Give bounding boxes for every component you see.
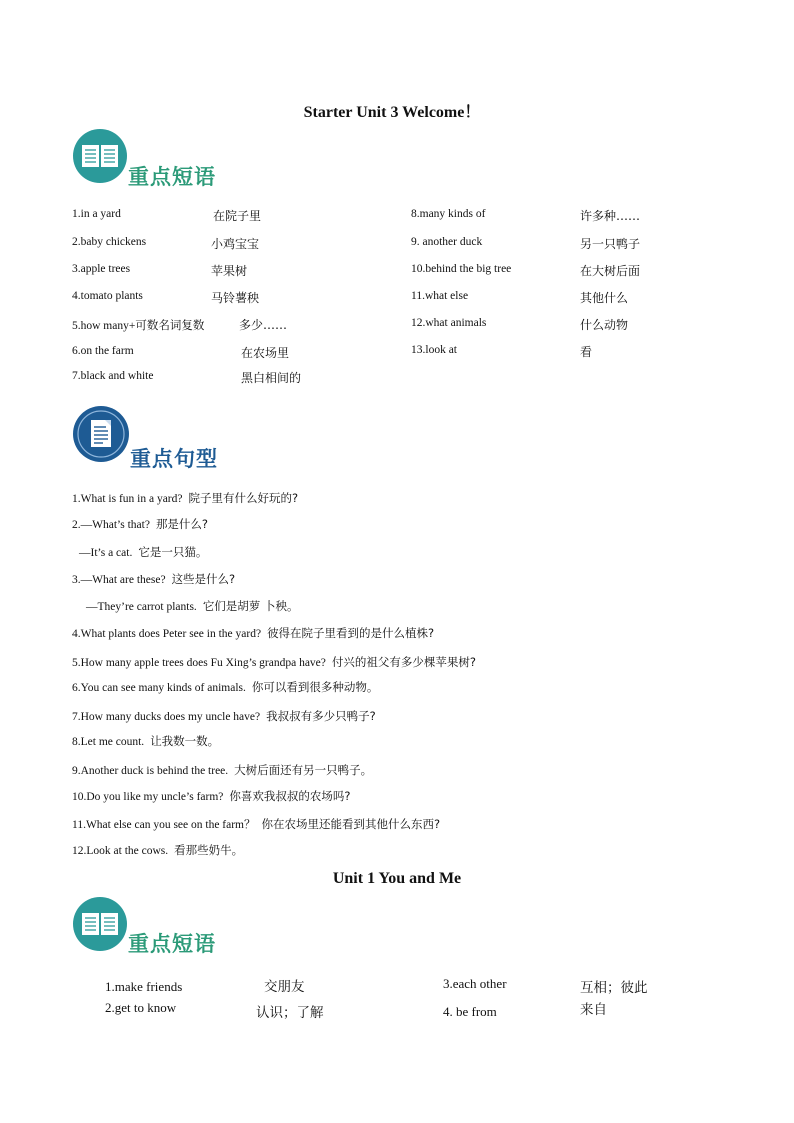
sentence-zh: 大树后面还有另一只鸭子。 (234, 763, 373, 777)
phrase-en: 9. another duck (411, 236, 483, 248)
phrases-section-header (72, 896, 232, 956)
sentence-en: 12.Look at the cows. (72, 845, 169, 857)
sentence-en: 4.What plants does Peter see in the yard? (72, 628, 262, 640)
sentence-en: 5.How many apple trees does Fu Xing’s grandpa have? (72, 657, 326, 669)
sentence-row (72, 733, 219, 749)
sentence-en: —They’re carrot plants. (86, 601, 197, 613)
sentence-en: 1.What is fun in a yard? (72, 493, 183, 505)
sentence-row (72, 788, 351, 804)
phrase-cn: 另一只鸭子 (580, 237, 641, 251)
sentence-zh: 你喜欢我叔叔的农场吗? (229, 789, 351, 803)
sentence-row (72, 516, 208, 532)
phrase-en: 3.each other (443, 976, 507, 991)
unit-title: Unit 1 You and Me (332, 870, 462, 887)
phrase-cn: 马铃薯秧 (211, 291, 260, 305)
sentence-row (86, 598, 298, 614)
open-book-icon (72, 896, 128, 952)
sentence-row (72, 762, 372, 778)
sentence-zh: 那是什么? (155, 517, 209, 531)
document-icon (72, 405, 130, 463)
phrase-cn: 来自 (580, 1002, 607, 1018)
phrase-cn: 苹果树 (211, 264, 248, 278)
phrase-cn: 什么动物 (580, 318, 629, 332)
phrase-cn: 在农场里 (241, 346, 290, 360)
sentence-zh: 付兴的祖父有多少棵苹果树? (331, 655, 477, 669)
phrase-en: 4. be from (443, 1004, 497, 1019)
sentence-en: 10.Do you like my uncle’s farm? (72, 791, 224, 803)
sentence-row (72, 490, 298, 506)
phrase-en: 1.make friends (105, 979, 183, 994)
phrase-en: 2.get to know (105, 1000, 177, 1015)
phrase-en: 8.many kinds of (411, 208, 486, 220)
phrase-cn: 其他什么 (580, 291, 629, 305)
phrase-en: 5.how many+可数名词复数 (72, 320, 205, 332)
phrase-en: 12.what animals (411, 317, 487, 329)
phrase-en: 4.tomato plants (72, 290, 143, 302)
sentence-en: 2.—What’s that? (72, 519, 150, 531)
sentence-en: 6.You can see many kinds of animals. (72, 682, 246, 694)
sentence-zh: 它是一只猫。 (138, 545, 208, 559)
phrase-cn: 多少…… (239, 318, 288, 332)
open-book-icon (72, 128, 128, 184)
sentence-en: 11.What else can you see on the farm？ (72, 819, 256, 831)
sentence-row (72, 679, 378, 695)
sentence-zh: 让我数一数。 (150, 734, 220, 748)
sentence-en: 7.How many ducks does my uncle have? (72, 711, 261, 723)
sentence-en: 3.—What are these? (72, 574, 166, 586)
sentence-zh: 这些是什么? (171, 572, 236, 586)
phrase-en: 2.baby chickens (72, 236, 147, 248)
sentence-row (72, 654, 476, 670)
phrase-cn: 小鸡宝宝 (211, 237, 260, 251)
sentence-row (72, 708, 376, 724)
sentence-row (72, 625, 434, 641)
phrase-cn: 在大树后面 (580, 264, 641, 278)
page-title: Starter Unit 3 Welcome！ (303, 104, 481, 121)
sentence-en: 9.Another duck is behind the tree. (72, 765, 229, 777)
section-label: 重点短语 (128, 932, 216, 956)
phrase-en: 3.apple trees (72, 263, 131, 275)
sentence-zh: 你可以看到很多种动物。 (251, 680, 379, 694)
phrase-cn: 交朋友 (264, 979, 305, 995)
sentence-row (72, 842, 243, 858)
phrase-cn: 黑白相间的 (241, 371, 302, 385)
section-label: 重点短语 (128, 165, 216, 189)
sentence-zh: 看那些奶牛。 (174, 843, 244, 857)
sentence-en: 8.Let me count. (72, 736, 145, 748)
sentence-zh: 院子里有什么好玩的? (188, 491, 299, 505)
phrase-en: 11.what else (411, 290, 469, 302)
sentence-zh: 你在农场里还能看到其他什么东西? (261, 817, 441, 831)
sentence-zh: 我叔叔有多少只鸭子? (266, 709, 376, 723)
phrase-cn: 认识；了解 (256, 1005, 324, 1021)
phrase-en: 13.look at (411, 344, 457, 356)
phrases-section-header (72, 128, 232, 188)
phrase-en: 6.on the farm (72, 345, 134, 357)
sentence-row (72, 571, 235, 587)
sentence-zh: 它们是胡萝 卜秧。 (202, 599, 299, 613)
sentence-row (79, 544, 207, 560)
phrase-cn: 互相；彼此 (580, 980, 648, 996)
sentences-section-header (72, 405, 242, 469)
phrase-en: 7.black and white (72, 370, 154, 382)
phrase-cn: 看 (580, 345, 593, 359)
phrase-cn: 许多种…… (580, 209, 641, 223)
phrase-en: 1.in a yard (72, 208, 121, 220)
sentence-row (72, 816, 440, 832)
sentence-zh: 彼得在院子里看到的是什么植株? (267, 626, 435, 640)
sentence-en: —It’s a cat. (79, 547, 133, 559)
section-label: 重点句型 (130, 447, 218, 471)
phrase-en: 10.behind the big tree (411, 263, 512, 275)
phrase-cn: 在院子里 (213, 209, 262, 223)
